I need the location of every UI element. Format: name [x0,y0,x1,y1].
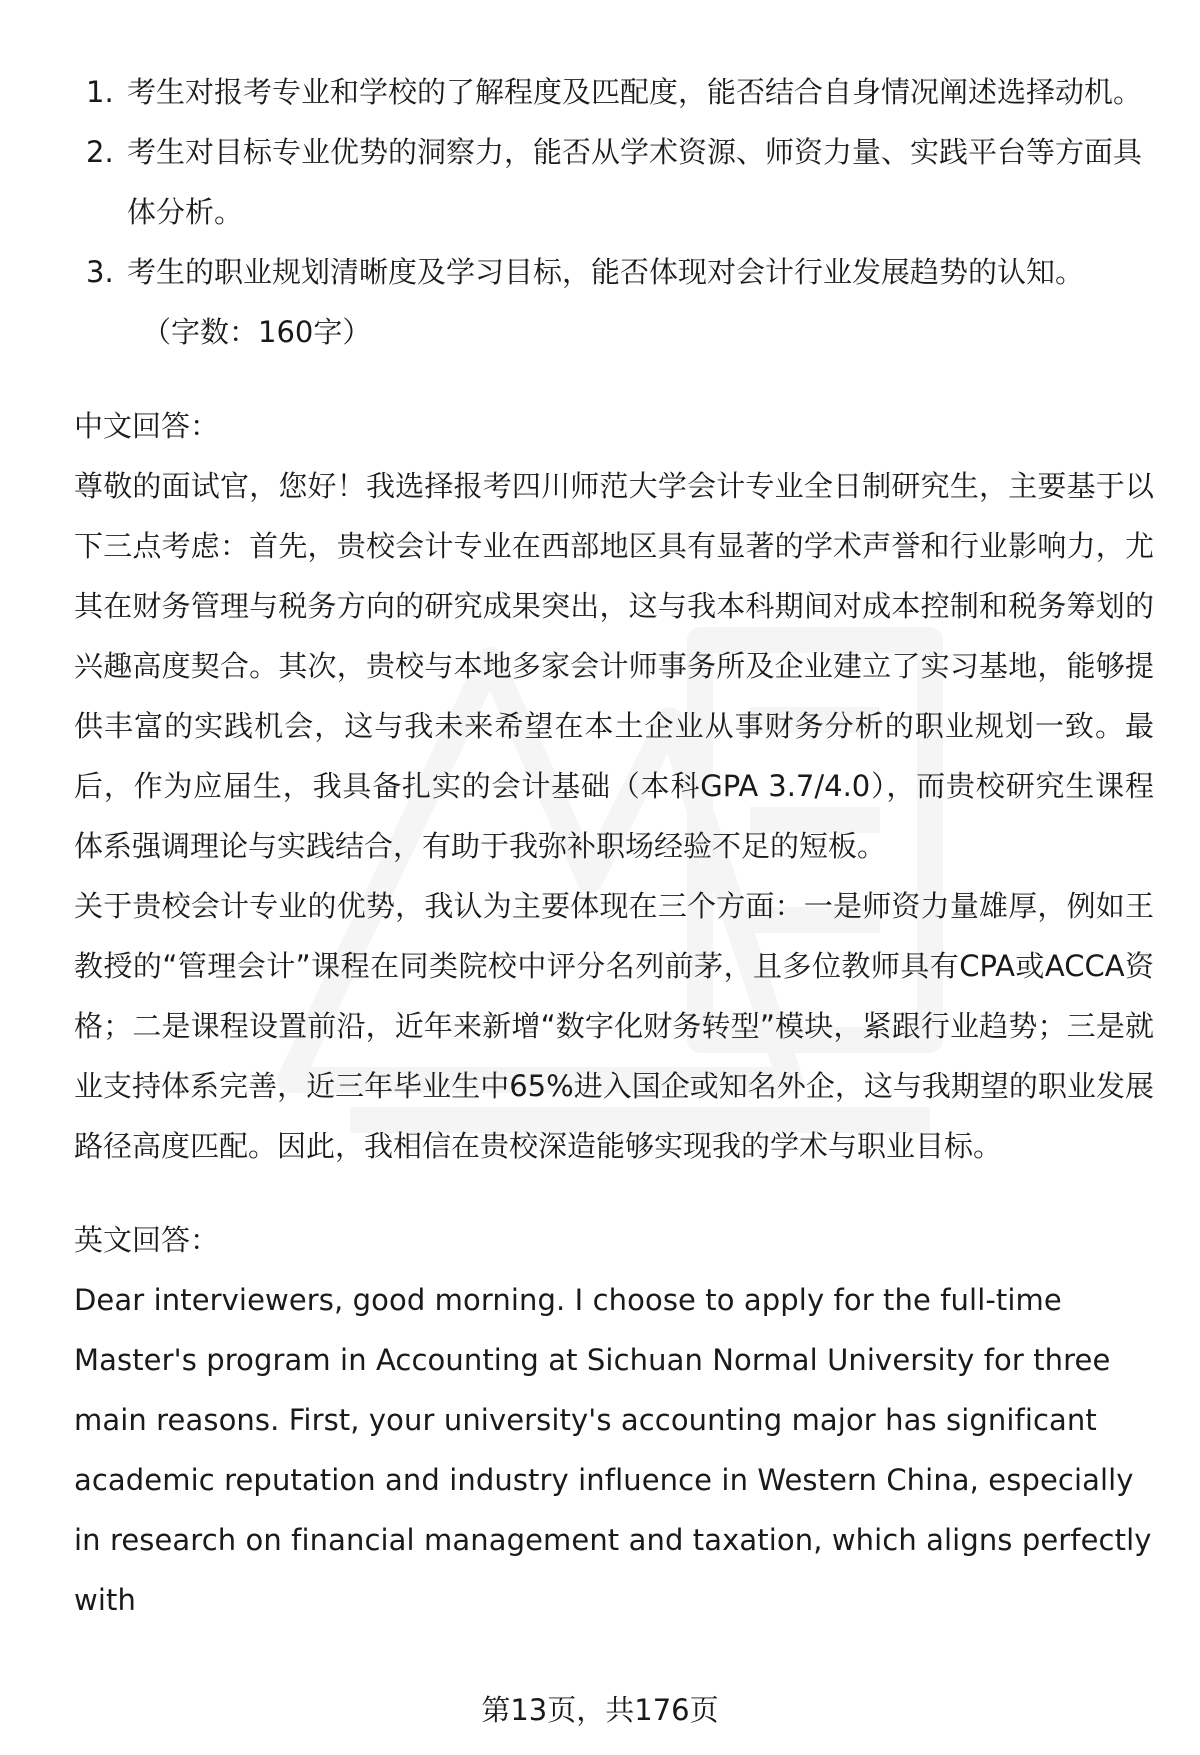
chinese-answer-paragraph: 关于贵校会计专业的优势，我认为主要体现在三个方面：一是师资力量雄厚，例如王教授的“管理会计”课程在同类院校中评分名列前茅，且多位教师具有CPA或ACCA资格；二是课程设置前沿，近年来新增“数字化财务转型”模块，紧跟行业趋势；三是就业支持体系完善，近三年毕业生中65%进入国企或知名外企，这与我期望的职业发展路径高度匹配。因此，我相信在贵校深造能够实现我的学术与职业目标。 [74,889,1154,1163]
english-answer-paragraph: Dear interviewers, good morning. I choose to apply for the full-time Master's program in Accounting at Sichuan Normal University for three main reasons. First, your university's accounting major has significant academic reputation and industry influence in Western China, especially in research on financial management and taxation, which aligns perfectly with [74,1283,1152,1617]
criteria-item [74,62,1154,122]
chinese-answer-label: 中文回答： [74,409,220,443]
criteria-number: 2. [86,135,114,169]
chinese-answer-paragraph: 尊敬的面试官，您好！我选择报考四川师范大学会计专业全日制研究生，主要基于以下三点考虑：首先，贵校会计专业在西部地区具有显著的学术声誉和行业影响力，尤其在财务管理与税务方向的研究成果突出，这与我本科期间对成本控制和税务筹划的兴趣高度契合。其次，贵校与本地多家会计师事务所及企业建立了实习基地，能够提供丰富的实践机会，这与我未来希望在本土企业从事财务分析的职业规划一致。最后，作为应届生，我具备扎实的会计基础（本科GPA 3.7/4.0），而贵校研究生课程体系强调理论与实践结合，有助于我弥补职场经验不足的短板。 [74,469,1154,863]
criteria-text: 考生对报考专业和学校的了解程度及匹配度，能否结合自身情况阐述选择动机。 [127,75,1143,109]
criteria-text: 考生对目标专业优势的洞察力，能否从学术资源、师资力量、实践平台等方面具体分析。 [127,135,1143,229]
word-count: （字数：160字） [142,315,372,349]
criteria-item [74,242,1154,302]
scoring-criteria-list [74,62,1154,302]
english-answer-label: 英文回答： [74,1223,220,1257]
criteria-text: 考生的职业规划清晰度及学习目标，能否体现对会计行业发展趋势的认知。 [127,255,1085,289]
page-number-footer: 第13页，共176页 [481,1693,719,1727]
criteria-number: 1. [86,75,114,109]
criteria-number: 3. [86,255,114,289]
criteria-item [74,122,1154,242]
document-body [74,62,1154,1630]
